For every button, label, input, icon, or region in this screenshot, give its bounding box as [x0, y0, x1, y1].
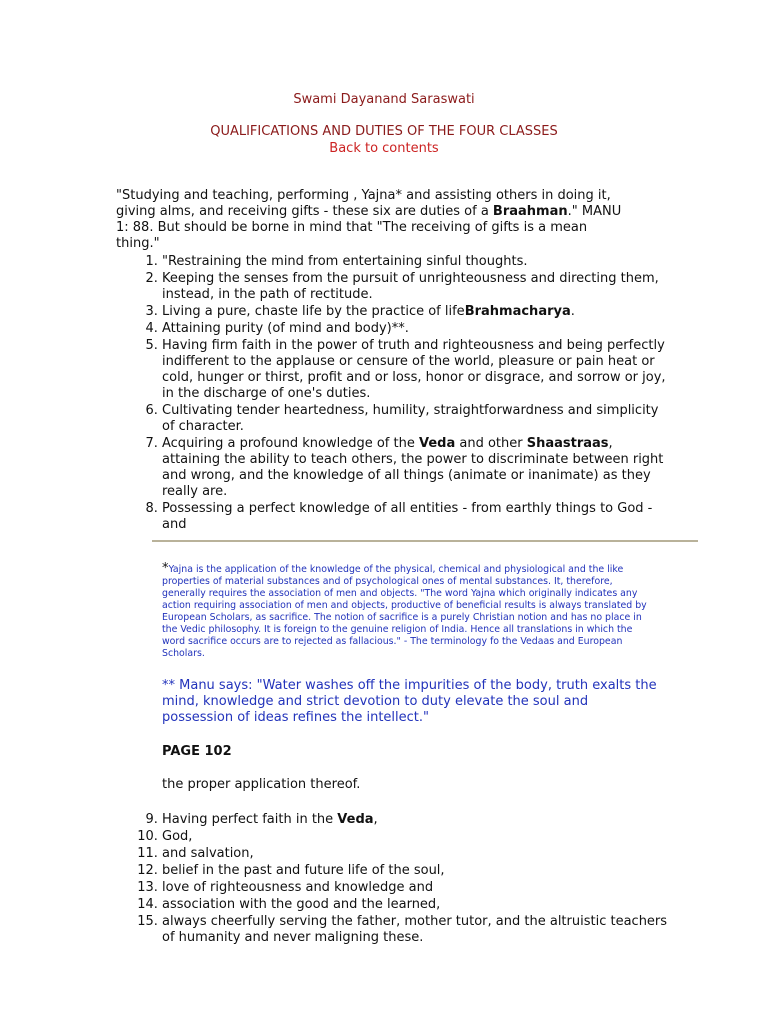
page-number-label: PAGE 102 — [162, 744, 232, 759]
item-text: . — [570, 304, 575, 319]
list-item — [162, 501, 672, 533]
item-text: , — [373, 812, 378, 827]
list-item — [162, 880, 672, 896]
footnote-divider — [152, 540, 698, 542]
list-item — [162, 338, 672, 402]
list-item — [162, 403, 672, 435]
item-text: Acquiring a profound knowledge of the — [162, 436, 419, 451]
duties-list-1 — [116, 254, 672, 534]
list-item — [162, 829, 672, 845]
intro-paragraph — [116, 188, 626, 252]
item-veda: Veda — [337, 812, 374, 827]
list-item — [162, 304, 672, 320]
continuation-text: the proper application thereof. — [162, 777, 361, 792]
intro-text-1: "Studying and teaching, performing , Yajna* and assisting others in doing it, giving alms, and receiving gifts - these six are duties of a — [116, 188, 611, 219]
item-text: Living a pure, chaste life by the practice of life — [162, 304, 465, 319]
intro-text-2: ." MANU 1: 88. But should be borne in mind that "The receiving of gifts is a mean thing." — [116, 204, 622, 251]
list-item — [162, 321, 672, 337]
list-item — [162, 897, 672, 913]
footnote-yajna — [162, 563, 656, 660]
intro-braahman: Braahman — [492, 204, 568, 219]
item-text: association with the good and the learned, — [162, 897, 441, 912]
item-text: belief in the past and future life of the soul, — [162, 863, 445, 878]
item-brahmacharya: Brahmacharya — [464, 304, 571, 319]
duties-list-2 — [116, 812, 672, 947]
list-item — [162, 914, 672, 946]
list-item — [162, 846, 672, 862]
list-item — [162, 812, 672, 828]
item-text: love of righteousness and knowledge and — [162, 880, 434, 895]
item-text: Attaining purity (of mind and body)**. — [162, 321, 409, 336]
item-text: and other — [455, 436, 527, 451]
item-text: Keeping the senses from the pursuit of unrighteousness and directing them, instead, in the path of rectitude. — [162, 271, 659, 302]
list-item — [162, 271, 672, 303]
author-name: Swami Dayanand Saraswati — [293, 92, 475, 107]
footnote-manu: ** Manu says: "Water washes off the impurities of the body, truth exalts the mind, knowledge and strict devotion to duty elevate the soul and possession of ideas refines the intellect." — [162, 678, 657, 725]
item-text: always cheerfully serving the father, mother tutor, and the altruistic teachers of humanity and never maligning these. — [162, 914, 668, 945]
item-text: Possessing a perfect knowledge of all entities - from earthly things to God - and — [162, 501, 653, 532]
list-item — [162, 436, 672, 500]
list-item — [162, 863, 672, 879]
item-veda: Veda — [418, 436, 456, 451]
list-item — [162, 254, 672, 270]
item-text: God, — [162, 829, 193, 844]
item-text: Cultivating tender heartedness, humility, straightforwardness and simplicity of character. — [162, 403, 659, 434]
item-text: , attaining the ability to teach others, the power to discriminate between right and wrong, and the knowledge of all things (animate or inanimate) as they really are. — [162, 436, 664, 499]
item-text: "Restraining the mind from entertaining sinful thoughts. — [162, 254, 528, 269]
footnote-yajna-text: Yajna is the application of the knowledge of the physical, chemical and physiological and the like properties of material substances and of psychological ones of mental substances. It, therefore, generally requires the association of men and objects. "The word Yajna which originally indicates any action requiring association of men and objects, productive of beneficial results is always translated by European Scholars, as sacrifice. The notion of sacrifice is a purely Christian notion and has no place in the Vedic philosophy. It is foreign to the genuine religion of India. Hence all translations in which the word sacrifice occurs are to rejected as fallacious." - The terminology fo the Vedaas and European Scholars. — [162, 564, 647, 659]
item-text: Having firm faith in the power of truth and righteousness and being perfectly indifferent to the applause or censure of the world, pleasure or pain heat or cold, hunger or thirst, profit and or loss, honor or disgrace, and sorrow or joy, in the discharge of one's duties. — [162, 338, 666, 401]
item-text: and salvation, — [162, 846, 254, 861]
page-heading: QUALIFICATIONS AND DUTIES OF THE FOUR CLASSES — [210, 124, 558, 139]
item-shaastraas: Shaastraas — [526, 436, 609, 451]
footnote-star: * — [162, 561, 169, 576]
item-text: Having perfect faith in the — [162, 812, 338, 827]
back-to-contents-link[interactable]: Back to contents — [329, 141, 439, 156]
